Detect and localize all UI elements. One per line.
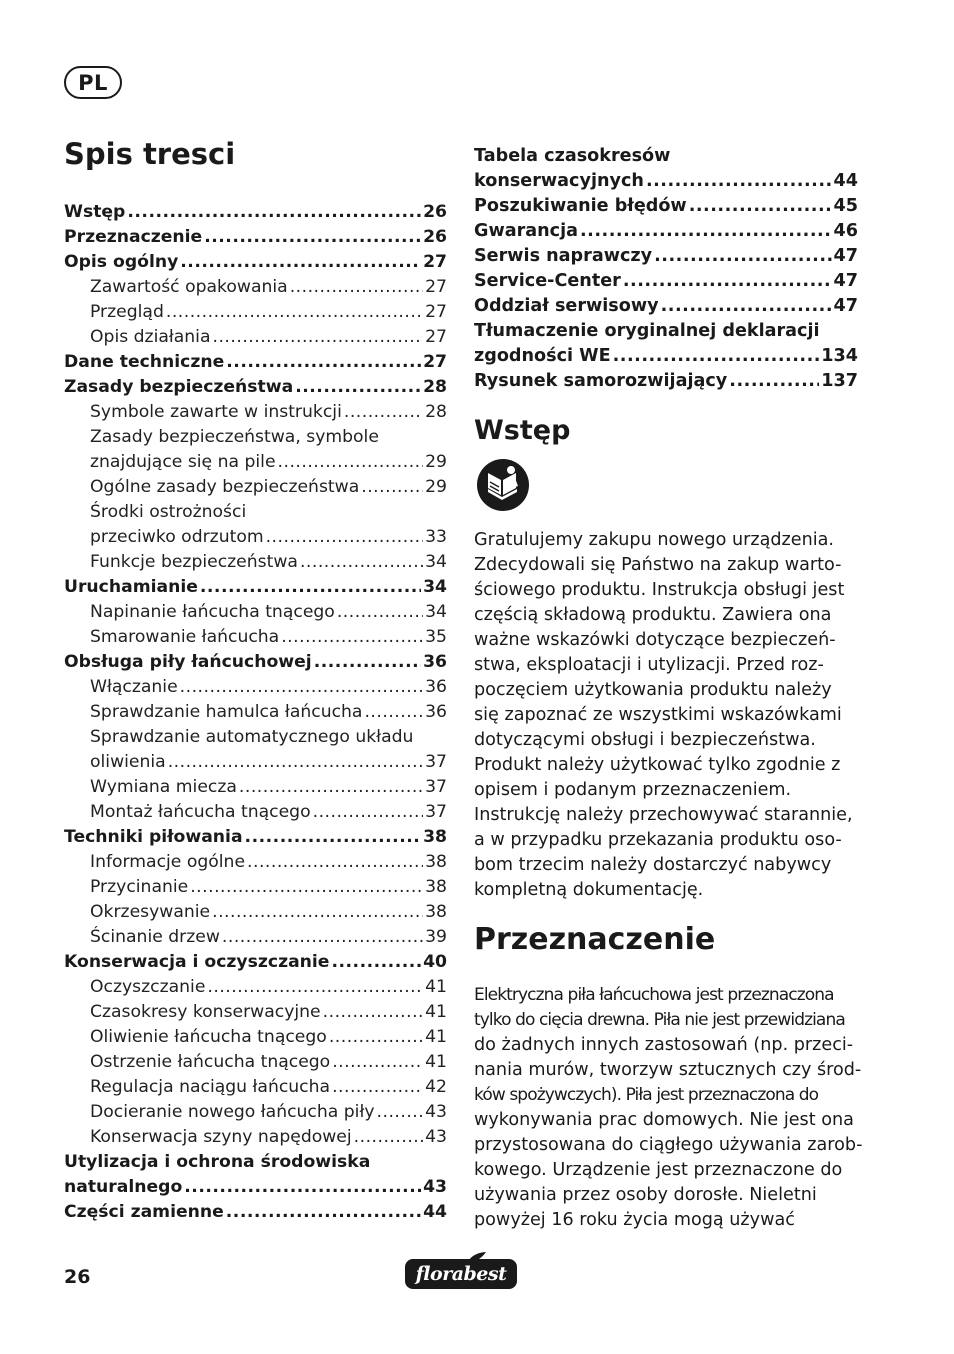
toc-leader-dots xyxy=(212,900,423,925)
toc-entry-label: przeciwko odrzutom xyxy=(90,527,264,547)
toc-leader-dots xyxy=(245,825,422,850)
toc-entry-label: Wstęp xyxy=(64,202,126,222)
toc-entry-page: 27 xyxy=(423,252,447,272)
read-manual-icon xyxy=(476,458,530,512)
toc-entry xyxy=(474,344,858,369)
toc-entry-label: Napinanie łańcucha tnącego xyxy=(90,602,335,622)
toc-entry-label: Ogólne zasady bezpieczeństwa xyxy=(90,477,360,497)
toc-entry xyxy=(64,900,447,925)
toc-entry xyxy=(64,700,447,725)
toc-entry-label: Rysunek samorozwijający xyxy=(474,371,728,391)
toc-leader-dots xyxy=(689,194,832,219)
toc-entry-label: oliwienia xyxy=(90,752,166,772)
toc-entry xyxy=(64,625,447,650)
toc-entry-label: Obsługa piły łańcuchowej xyxy=(64,652,312,672)
text-line: nania murów, tworzyw sztucznych czy środ- xyxy=(474,1060,862,1080)
toc-entry-page: 28 xyxy=(425,402,447,422)
text-line: ważne wskazówki dotyczące bezpieczeń- xyxy=(474,630,836,650)
toc-entry xyxy=(64,1175,447,1200)
toc-entry-label: Przegląd xyxy=(90,302,164,322)
toc-entry-label: Przeznaczenie xyxy=(64,227,203,247)
text-line: ków spożywczych). Piła jest przeznaczona do xyxy=(474,1085,819,1105)
logo-box xyxy=(405,1259,517,1289)
toc-entry-label: Ścinanie drzew xyxy=(90,927,220,947)
text-line: do żadnych innych zastosowań (np. przeci- xyxy=(474,1035,854,1055)
toc-entry xyxy=(474,294,858,319)
toc-entry-page: 45 xyxy=(833,196,858,216)
toc-entry-label: Opis działania xyxy=(90,327,211,347)
text-line: kowego. Urządzenie jest przeznaczone do xyxy=(474,1160,843,1180)
toc-entry xyxy=(64,775,447,800)
toc-leader-dots xyxy=(646,169,832,194)
toc-entry-label: Tabela czasokresów xyxy=(474,146,671,166)
toc-entry xyxy=(64,1075,447,1100)
intro-paragraph xyxy=(474,528,858,903)
toc-entry-label: Funkcje bezpieczeństwa xyxy=(90,552,298,572)
toc-entry xyxy=(64,1025,447,1050)
toc-entry-page: 134 xyxy=(821,346,858,366)
toc-entry-page: 29 xyxy=(425,477,447,497)
toc-entry-page: 34 xyxy=(425,602,447,622)
toc-leader-dots xyxy=(166,300,423,325)
toc-leader-dots xyxy=(332,1050,423,1075)
toc-entry xyxy=(64,275,447,300)
toc-entry-page: 27 xyxy=(425,302,447,322)
toc-entry-page: 47 xyxy=(833,271,858,291)
toc-entry-page: 27 xyxy=(425,327,447,347)
toc-entry xyxy=(64,475,447,500)
toc-leader-dots xyxy=(729,369,819,394)
toc-leader-dots xyxy=(364,700,423,725)
text-line: kompletną dokumentację. xyxy=(474,880,704,900)
toc-entry-label: Zawartość opakowania xyxy=(90,277,288,297)
toc-entry xyxy=(474,244,858,269)
text-line: wykonywania prac domowych. Nie jest ona xyxy=(474,1110,854,1130)
toc-entry-page: 41 xyxy=(425,977,447,997)
text-line: bom trzecim należy dostarczyć nabywcy xyxy=(474,855,832,875)
toc-entry-label: Zasady bezpieczeństwa xyxy=(64,377,294,397)
toc-entry-label: Zasady bezpieczeństwa, symbole xyxy=(90,427,379,447)
toc-entry xyxy=(64,525,447,550)
toc-entry-page: 28 xyxy=(423,377,447,397)
toc-leader-dots xyxy=(180,250,421,275)
toc-entry xyxy=(64,325,447,350)
toc-entry-label: Informacje ogólne xyxy=(90,852,246,872)
purpose-paragraph xyxy=(474,983,863,1233)
toc-entry-page: 38 xyxy=(423,827,447,847)
toc-entry xyxy=(64,400,447,425)
toc-entry-label: Gwarancja xyxy=(474,221,578,241)
text-line: przystosowana do ciągłego używania zarob- xyxy=(474,1135,863,1155)
toc-entry-label: konserwacyjnych xyxy=(474,171,644,191)
toc-entry-page: 37 xyxy=(425,777,447,797)
toc-leader-dots xyxy=(313,800,424,825)
toc-leader-dots xyxy=(204,225,421,250)
text-line: częścią składową produktu. Zawiera ona xyxy=(474,605,832,625)
toc-entry-label: Docieranie nowego łańcucha piły xyxy=(90,1102,375,1122)
toc-entry-label: Środki ostrożności xyxy=(90,502,247,522)
text-line: Gratulujemy zakupu nowego urządzenia. xyxy=(474,530,835,550)
table-of-contents-right xyxy=(474,144,858,394)
toc-entry-label: Konserwacja szyny napędowej xyxy=(90,1127,352,1147)
text-line: powyżej 16 roku życia mogą używać xyxy=(474,1210,795,1230)
toc-entry-label: Czasokresy konserwacyjne xyxy=(90,1002,321,1022)
text-line: się zapoznać ze wszystkimi wskazówkami xyxy=(474,705,842,725)
toc-entry-page: 47 xyxy=(833,296,858,316)
toc-entry-page: 27 xyxy=(425,277,447,297)
toc-entry-label: Montaż łańcucha tnącego xyxy=(90,802,311,822)
toc-entry xyxy=(474,144,858,169)
toc-leader-dots xyxy=(661,294,832,319)
toc-leader-dots xyxy=(200,575,421,600)
toc-leader-dots xyxy=(266,525,424,550)
toc-leader-dots xyxy=(190,875,423,900)
toc-leader-dots xyxy=(323,1000,423,1025)
toc-entry xyxy=(64,200,447,225)
toc-entry-label: Oliwienie łańcucha tnącego xyxy=(90,1027,327,1047)
toc-leader-dots xyxy=(226,350,421,375)
toc-leader-dots xyxy=(168,750,423,775)
toc-entry-label: Tłumaczenie oryginalnej deklaracji xyxy=(474,321,820,341)
text-line: Zdecydowali się Państwo na zakup warto- xyxy=(474,555,842,575)
toc-entry-label: Poszukiwanie błędów xyxy=(474,196,687,216)
toc-entry-page: 46 xyxy=(833,221,858,241)
toc-entry xyxy=(64,825,447,850)
toc-entry-page: 36 xyxy=(425,677,447,697)
page-number: 26 xyxy=(64,1266,91,1288)
toc-entry-label: Ostrzenie łańcucha tnącego xyxy=(90,1052,331,1072)
toc-entry-page: 41 xyxy=(425,1002,447,1022)
toc-entry-page: 38 xyxy=(425,852,447,872)
text-line: Instrukcję należy przechowywać starannie, xyxy=(474,805,853,825)
toc-entry-page: 40 xyxy=(423,952,447,972)
toc-entry-label: Okrzesywanie xyxy=(90,902,211,922)
purpose-heading: Przeznaczenie xyxy=(474,922,716,957)
toc-entry xyxy=(474,169,858,194)
toc-leader-dots xyxy=(314,650,421,675)
toc-entry xyxy=(64,350,447,375)
toc-entry xyxy=(64,1150,447,1175)
toc-leader-dots xyxy=(361,475,423,500)
toc-leader-dots xyxy=(207,975,423,1000)
toc-entry-label: znajdujące się na pile xyxy=(90,452,276,472)
toc-entry-page: 29 xyxy=(425,452,447,472)
toc-entry-page: 34 xyxy=(425,552,447,572)
toc-leader-dots xyxy=(332,1075,423,1100)
toc-entry-page: 35 xyxy=(425,627,447,647)
toc-entry xyxy=(64,225,447,250)
toc-leader-dots xyxy=(239,775,423,800)
text-line: Produkt należy użytkować tylko zgodnie z xyxy=(474,755,841,775)
toc-entry-page: 39 xyxy=(425,927,447,947)
toc-entry xyxy=(64,950,447,975)
text-line: opisem i podanym przeznaczeniem. xyxy=(474,780,792,800)
toc-leader-dots xyxy=(127,200,421,225)
toc-entry xyxy=(64,1050,447,1075)
toc-entry xyxy=(64,375,447,400)
toc-entry xyxy=(64,575,447,600)
toc-entry xyxy=(64,725,447,750)
toc-leader-dots xyxy=(329,1025,423,1050)
toc-leader-dots xyxy=(278,450,424,475)
toc-entry-label: Symbole zawarte w instrukcji xyxy=(90,402,342,422)
toc-entry-label: Uruchamianie xyxy=(64,577,198,597)
toc-entry-label: Sprawdzanie automatycznego układu xyxy=(90,727,414,747)
toc-entry-label: Przycinanie xyxy=(90,877,189,897)
toc-entry-label: Utylizacja i ochrona środowiska xyxy=(64,1152,371,1172)
text-line: ściowego produktu. Instrukcja obsługi jest xyxy=(474,580,845,600)
toc-entry-label: Oddział serwisowy xyxy=(474,296,659,316)
toc-entry xyxy=(64,425,447,450)
toc-entry-page: 44 xyxy=(423,1202,447,1222)
toc-entry xyxy=(64,250,447,275)
toc-leader-dots xyxy=(226,1200,421,1225)
toc-entry-label: Serwis naprawczy xyxy=(474,246,653,266)
toc-entry-label: Wymiana miecza xyxy=(90,777,237,797)
toc-entry-page: 38 xyxy=(425,902,447,922)
toc-leader-dots xyxy=(295,375,421,400)
toc-entry-page: 38 xyxy=(425,877,447,897)
toc-entry xyxy=(64,300,447,325)
toc-entry-page: 37 xyxy=(425,802,447,822)
toc-entry-label: Części zamienne xyxy=(64,1202,224,1222)
toc-entry-page: 34 xyxy=(423,577,447,597)
toc-entry xyxy=(64,1100,447,1125)
florabest-logo xyxy=(405,1251,519,1291)
toc-entry xyxy=(64,850,447,875)
toc-title: Spis tresci xyxy=(64,137,236,171)
language-badge: PL xyxy=(64,66,122,99)
toc-entry-page: 44 xyxy=(833,171,858,191)
toc-leader-dots xyxy=(613,344,820,369)
toc-entry xyxy=(64,1000,447,1025)
toc-entry-page: 43 xyxy=(425,1102,447,1122)
toc-entry-page: 41 xyxy=(425,1052,447,1072)
toc-entry-page: 26 xyxy=(423,227,447,247)
toc-entry xyxy=(64,550,447,575)
toc-entry xyxy=(64,800,447,825)
toc-entry xyxy=(474,219,858,244)
toc-entry-label: Service-Center xyxy=(474,271,621,291)
toc-leader-dots xyxy=(281,625,423,650)
toc-entry-page: 43 xyxy=(425,1127,447,1147)
toc-entry xyxy=(64,500,447,525)
toc-entry-label: Konserwacja i oczyszczanie xyxy=(64,952,330,972)
toc-leader-dots xyxy=(344,400,423,425)
toc-entry-label: naturalnego xyxy=(64,1177,183,1197)
toc-entry-label: Dane techniczne xyxy=(64,352,225,372)
toc-entry-page: 33 xyxy=(425,527,447,547)
toc-leader-dots xyxy=(331,950,421,975)
toc-entry-label: zgodności WE xyxy=(474,346,611,366)
toc-leader-dots xyxy=(213,325,424,350)
text-line: dotyczącymi obsługi i bezpieczeństwa. xyxy=(474,730,816,750)
text-line: stwa, eksploatacji i utylizacji. Przed roz- xyxy=(474,655,824,675)
toc-entry-label: Techniki piłowania xyxy=(64,827,243,847)
text-line: Elektryczna piła łańcuchowa jest przeznaczona xyxy=(474,985,834,1005)
text-line: a w przypadku przekazania produktu oso- xyxy=(474,830,842,850)
toc-entry xyxy=(64,1125,447,1150)
toc-entry xyxy=(64,750,447,775)
toc-entry xyxy=(474,269,858,294)
toc-entry-page: 43 xyxy=(423,1177,447,1197)
toc-leader-dots xyxy=(184,1175,421,1200)
toc-leader-dots xyxy=(290,275,423,300)
toc-leader-dots xyxy=(354,1125,423,1150)
toc-entry-label: Sprawdzanie hamulca łańcucha xyxy=(90,702,363,722)
toc-entry xyxy=(64,650,447,675)
toc-leader-dots xyxy=(180,675,423,700)
text-line: używania przez osoby dorosłe. Nieletni xyxy=(474,1185,817,1205)
toc-entry xyxy=(64,875,447,900)
left-column xyxy=(64,134,447,1225)
toc-leader-dots xyxy=(300,550,423,575)
toc-entry xyxy=(64,675,447,700)
toc-entry-label: Regulacja naciągu łańcucha xyxy=(90,1077,331,1097)
toc-leader-dots xyxy=(654,244,831,269)
text-line: tylko do cięcia drewna. Piła nie jest przewidziana xyxy=(474,1010,845,1030)
right-column xyxy=(474,144,863,1233)
toc-entry xyxy=(64,925,447,950)
toc-entry-page: 36 xyxy=(423,652,447,672)
toc-entry xyxy=(474,194,858,219)
toc-leader-dots xyxy=(222,925,423,950)
toc-leader-dots xyxy=(247,850,423,875)
toc-entry xyxy=(474,319,858,344)
toc-entry-label: Smarowanie łańcucha xyxy=(90,627,280,647)
toc-entry xyxy=(64,975,447,1000)
toc-leader-dots xyxy=(580,219,832,244)
toc-entry-label: Oczyszczanie xyxy=(90,977,206,997)
toc-entry xyxy=(474,369,858,394)
toc-entry-page: 42 xyxy=(425,1077,447,1097)
toc-entry-page: 26 xyxy=(423,202,447,222)
intro-heading: Wstęp xyxy=(474,415,571,446)
logo-text: florabest xyxy=(415,1263,507,1285)
toc-leader-dots xyxy=(377,1100,424,1125)
toc-entry xyxy=(64,600,447,625)
toc-entry-page: 41 xyxy=(425,1027,447,1047)
toc-leader-dots xyxy=(337,600,423,625)
toc-entry-label: Opis ogólny xyxy=(64,252,179,272)
toc-entry-page: 137 xyxy=(821,371,858,391)
toc-entry-page: 36 xyxy=(425,702,447,722)
toc-entry-page: 37 xyxy=(425,752,447,772)
toc-entry xyxy=(64,1200,447,1225)
toc-entry xyxy=(64,450,447,475)
toc-entry-page: 27 xyxy=(423,352,447,372)
toc-entry-page: 47 xyxy=(833,246,858,266)
text-line: poczęciem użytkowania produktu należy xyxy=(474,680,832,700)
toc-entry-label: Włączanie xyxy=(90,677,178,697)
table-of-contents-left xyxy=(64,200,447,1225)
toc-leader-dots xyxy=(623,269,832,294)
